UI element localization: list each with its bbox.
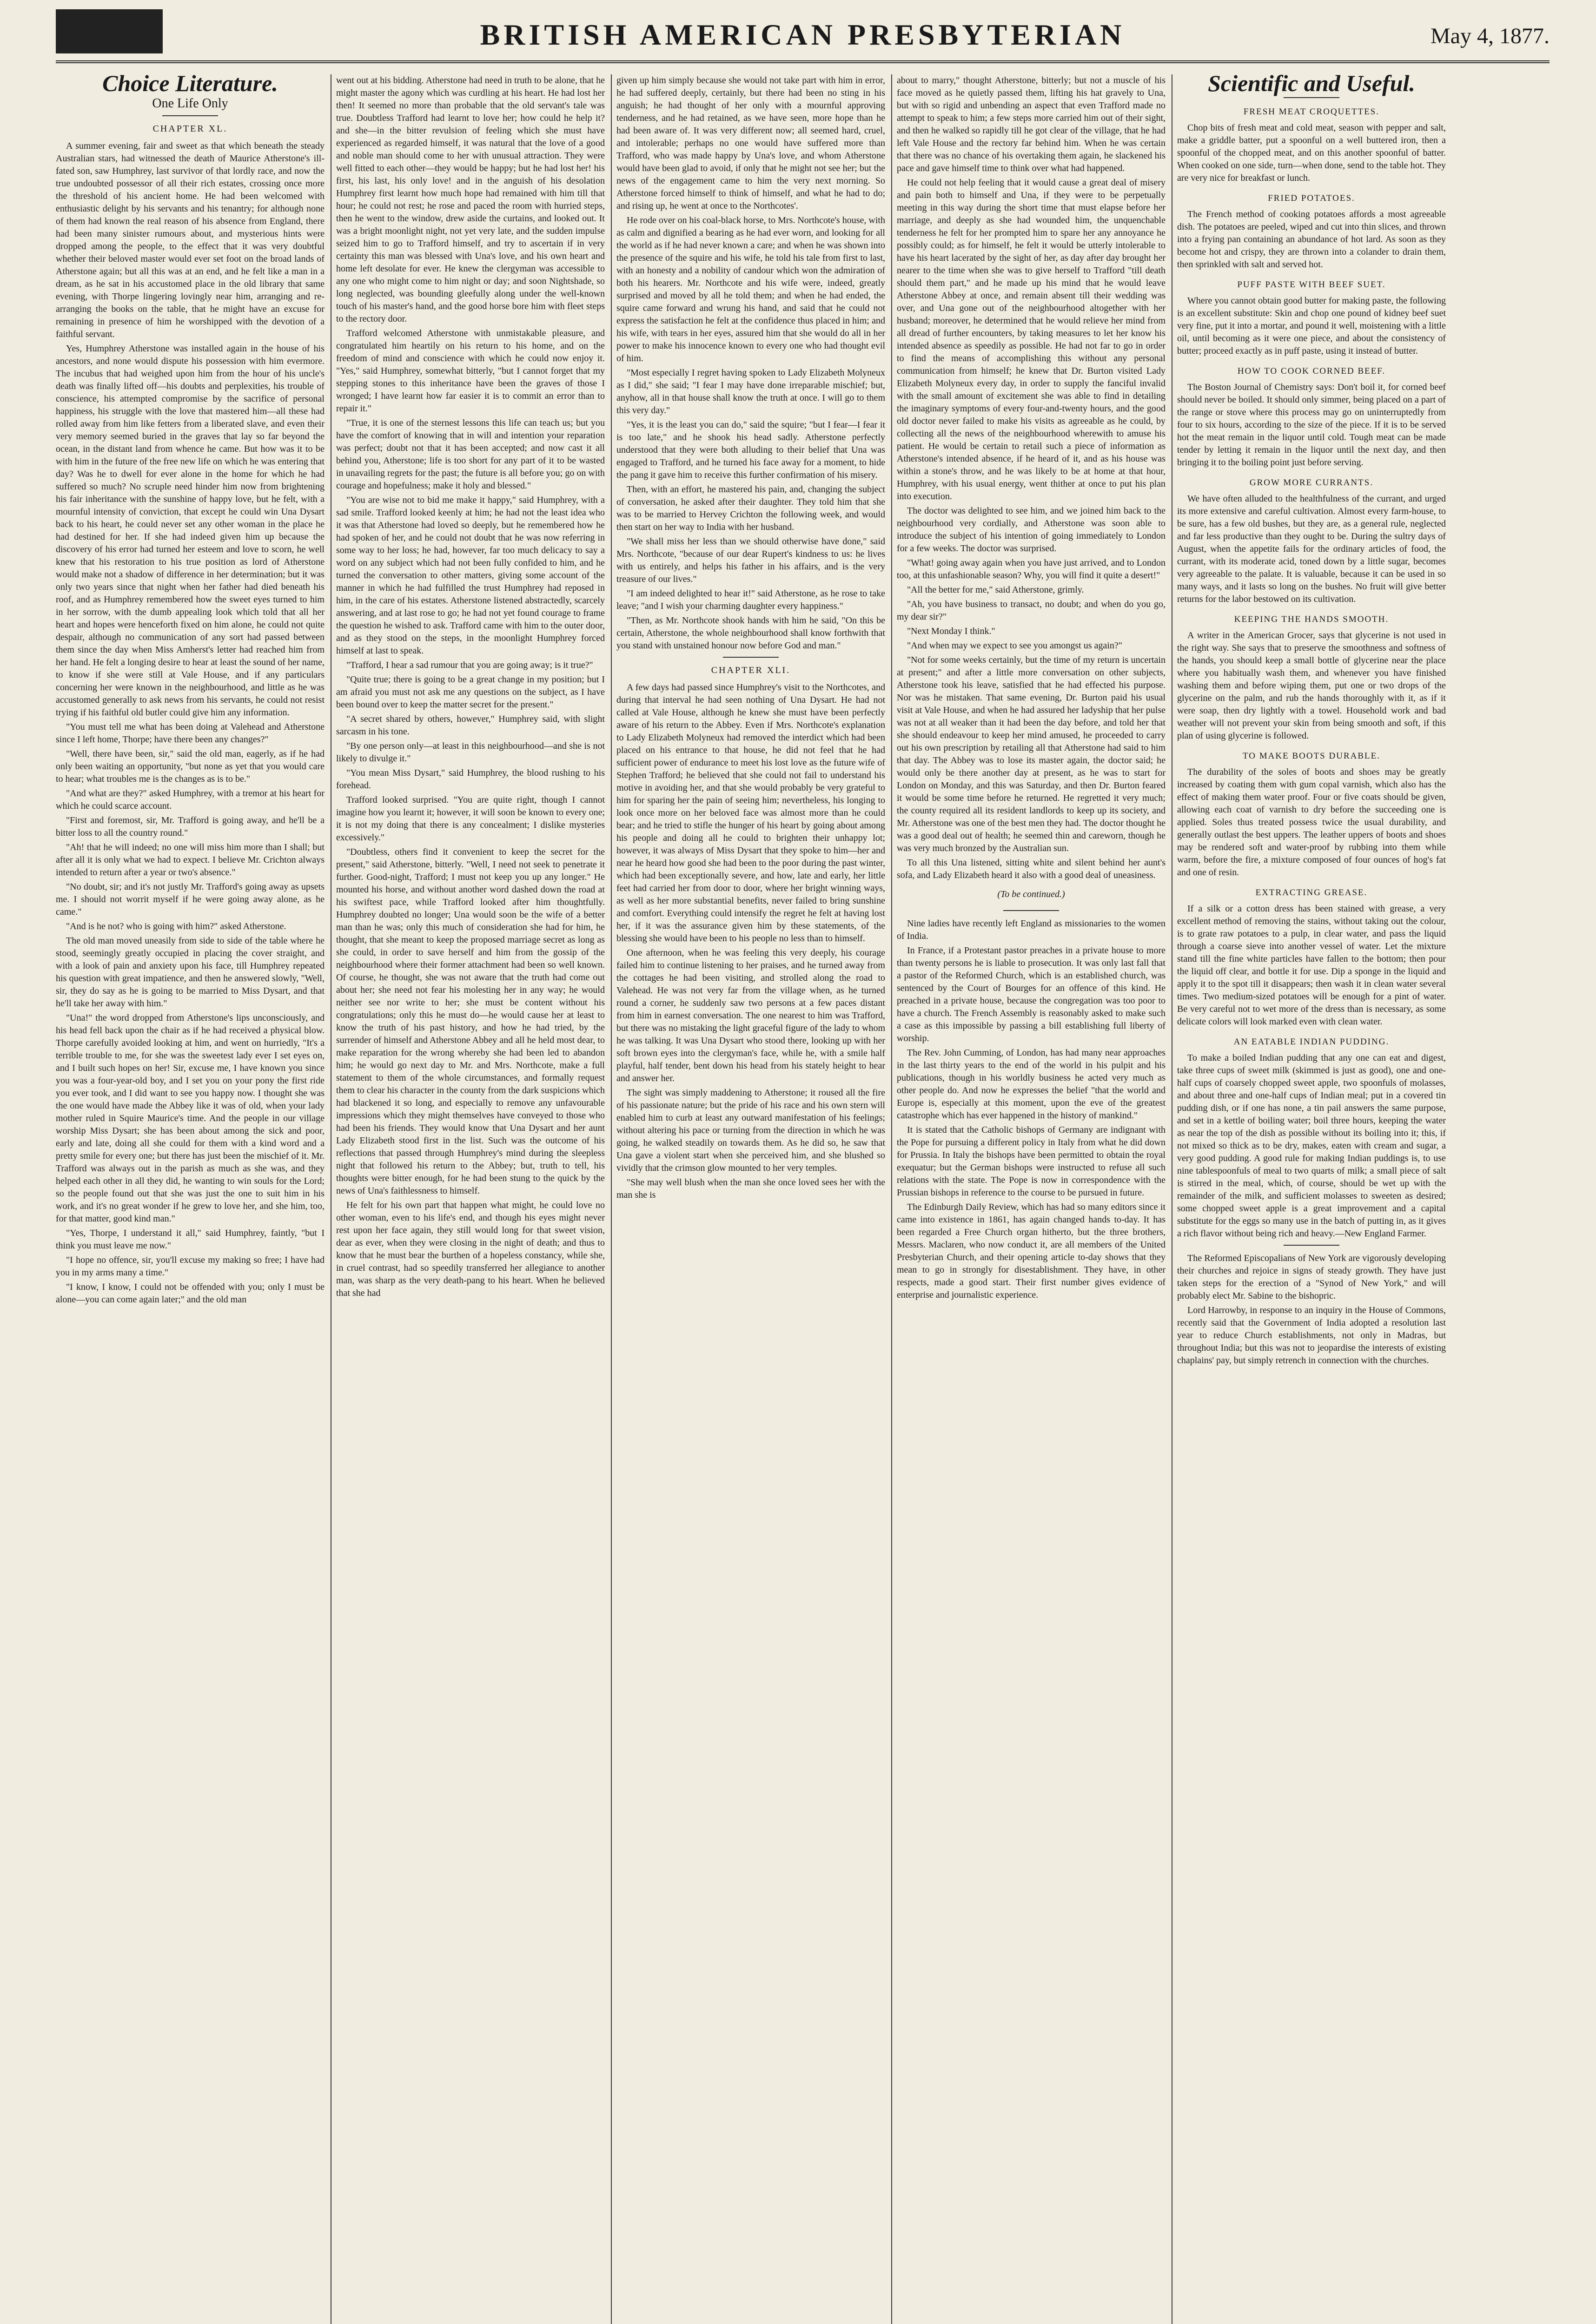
paragraph: "Doubtless, others find it convenient to keep the secret for the present," said Atherstone, bitterly. "Well, I need not seek to penetrate it further. Good-night, Trafford; I must not keep you up any longer." He mounted his horse, and without another word dashed down the road at his swiftest pace, while Trafford looked after him thoughtfully. Humphrey doubted no longer; Una would soon be the wife of a better man than he was; only this much of consideration she had for him, he thought, that she meant to keep the proposed marriage secret as long as she could, in order to save herself and him from the gossip of the neighbourhood where their former attachment had been so well known. Of course, he thought, she was not aware that the truth had come out about her; she need not fear his molesting her in any way; he would neither see nor write to her; she must be content without his congratulations; only this he must do—he would cause her at least to know the truth of his past history, and how he had tried, by the surrender of himself and Atherstone Abbey and all he held most dear, to make reparation for the wrong whereby she had been led to abandon him; he would go next day to Mr. and Mrs. Northcote, make a full statement to them of the whole circumstances, and formally request them to clear his character in the county from the dark suspicions which had blackened it so long, and especially to remove any unfavourable impressions which they might themselves have conveyed to those who had been his friends. They would know that Una Dysart and her aunt Lady Elizabeth stood first in the list. Such was the outcome of his reflections that passed through Humphrey's mind during the sleepless night that followed his return to the Abbey; but, truth to tell, his thoughts were bitter enough, for he had been stung to the quick by the news of Una's faithlessness to himself. <box>336 847 605 1196</box>
article-heading: FRIED POTATOES. <box>1268 193 1355 203</box>
news-item: In France, if a Protestant pastor preaches in a private house to more than twenty persons he is liable to prosecution. It was only last fall that a pastor of the Reformed Church, which is an established church, was sentenced by the Court of Bourges for an offence of this kind. He preached in a private house, because the congregation was too poor to have a church. The French Assembly is reasonably asked to make such a case as this impossible by passing a bill establishing full liberty of worship. <box>897 945 1166 1043</box>
article-text: A writer in the American Grocer, says that glycerine is not used in the right way. She says that to preserve the smoothness and softness of the hands, you should keep a small bottle of glycerine near the place where you habitually wash them, and whenever you have finished washing them and before wiping them, put one or two drops of the glycerine on the palm, and rub the hands thoroughly with it, as if it were soap, then dry lightly with a towel. Household work and bad weather will not prevent your skin from being smooth and soft, if this plan of using glycerine is followed. <box>1177 630 1446 741</box>
paragraph: "And what are they?" asked Humphrey, with a tremor at his heart for which he could scarce account. <box>56 788 324 811</box>
paragraph: The old man moved uneasily from side to side of the table where he stood, seemingly greatly occupied in placing the cover straight, and with a look of pain and anxiety upon his face, till Humphrey repeated his question with great impatience, and then he answered slowly, "Well, sir, they do say as he is going to be married to Miss Dysart, and that he'll take her away with him." <box>56 936 324 1009</box>
section-title-choice-literature: Choice Literature. <box>102 74 278 96</box>
paragraph: "What! going away again when you have just arrived, and to London too, at this unfashionable season? Why, you will find it quite a desert!" <box>897 558 1166 581</box>
column-rule <box>891 74 892 2324</box>
paragraph: went out at his bidding. Atherstone had need in truth to be alone, that he might master the agony which was curdling at his heart. He had lost her then! It seemed no more than probable that the old servant's tale was true. Doubtless Trafford had learnt to love her; how could he help it? and she—in the bitter revulsion of feeling which she must have experienced as regarded himself, it was natural that the love of a good and noble man should come to her with unusual attraction. They were well fitted to each other—they would be happy; but he had lost her! his first, his last, his only love! and in the anguish of his desolation Humphrey first learnt how much hope had remained with him till that hour; he could not rest; he rose and paced the room with hurried steps, then he went to the window, drew aside the curtains, and looked out. It was a bright moonlight night, not yet very late, and the sudden impulse seized him to go to Trafford himself, and try to ascertain if in very certainty this man was blessed with Una's love, and his own heart and home left desolate for ever. He knew the clergyman was accessible to any one who might come to him night or day; and soon Nightshade, so long neglected, was bounding gleefully along under the well-known touch of his master's hand, and the good horse bore him with fleet steps to the rectory door. <box>336 75 605 324</box>
paragraph: To all this Una listened, sitting white and silent behind her aunt's sofa, and Lady Elizabeth heard it also with a good deal of uneasiness. <box>897 858 1166 880</box>
paragraph: "I know, I know, I could not be offended with you; only I must be alone—you can come again later;" and the old man <box>56 1282 324 1305</box>
news-item: Lord Harrowby, in response to an inquiry in the House of Commons, recently said that the Government of India adopted a resolution last year to reduce Church establishments, not only in Madras, but throughout India; but this was not to jeopardise the interests of existing chaplains' pay, but simply retrench in connection with the churches. <box>1177 1305 1446 1366</box>
article-text: The French method of cooking potatoes affords a most agreeable dish. The potatoes are peeled, wiped and cut into thin slices, and thrown into a frying pan containing an abundance of hot lard. As soon as they become hot and crispy, they are thrown into a colander to drain them, then sprinkled with salt and served hot. <box>1177 209 1446 270</box>
column-rule <box>611 74 612 2324</box>
article-heading: KEEPING THE HANDS SMOOTH. <box>1234 614 1389 624</box>
paragraph: A summer evening, fair and sweet as that which beneath the steady Australian stars, had witnessed the death of Maurice Atherstone's ill-fated son, saw Humphrey, last survivor of that lordly race, and now the true undoubted possessor of all their rich estates, crossing once more the threshold of his ancient home. He had been welcomed with enthusiastic delight by his servants and his tenantry; for although none of them had known the real reason of his absence from England, there had been many sinister rumours about, and mysterious hints were dropped among the people, to the effect that it was very doubtful whether their beloved master would ever set foot on the broad lands of Atherstone again; but all this was at an end, and he felt like a man in a dream, as he sat in his accustomed place in the old library that same evening, with Thorpe lingering lovingly near him, arranging and re-arranging the books on the table, that he might have an excuse for remaining in presence of him he worshipped with the devotion of a faithful servant. <box>56 141 324 339</box>
paragraph: "And when may we expect to see you amongst us again?" <box>907 640 1122 651</box>
paragraph: "You must tell me what has been doing at Valehead and Atherstone since I left home, Thorpe; have there been any changes?" <box>56 722 324 745</box>
article-heading: AN EATABLE INDIAN PUDDING. <box>1233 1037 1390 1047</box>
article-heading: FRESH MEAT CROQUETTES. <box>1243 107 1380 117</box>
article-heading: TO MAKE BOOTS DURABLE. <box>1243 751 1380 761</box>
article-heading: EXTRACTING GREASE. <box>1255 888 1368 898</box>
paragraph: "Well, there have been, sir," said the old man, eagerly, as if he had only been waiting an opportunity, "but none as yet that you would care to hear; what troubles me is the changes as is to be." <box>56 749 324 784</box>
article-heading: GROW MORE CURRANTS. <box>1249 478 1374 488</box>
issue-date: May 4, 1877. <box>1430 24 1550 48</box>
column-2 <box>336 74 605 2324</box>
article-heading: HOW TO COOK CORNED BEEF. <box>1237 366 1386 376</box>
column-4 <box>897 74 1166 2324</box>
paragraph: "Una!" the word dropped from Atherstone's lips unconsciously, and his head fell back upon the chair as if he had received a physical blow. Thorpe carefully avoided looking at him, and went on hurriedly, "It's a terrible trouble to me, for she was the sweetest lady ever I set eyes on, and I built such hopes on her! Sir, excuse me, I have known you since you was a four-year-old boy, and I set you on your pony the first ride you ever took, and I did want to see you happy now. I thought she was the one would have made the Abbey like it was of old, when your lady mother ruled in Squire Maurice's time. And the people in our village worship Miss Dysart; she has been about among the sick and poor, early and late, doing all she could for them with a kind word and a pretty smile for every one; but there has just been the mischief of it. Mr. Trafford was always out in the parish as much as she was, and they helped each other in all they did, he wanting to win souls for the Lord; so the people found out that she was just the one to suit him in his work, and it's no great wonder if he grew to love her, and she him, too, for that matter, good kind man." <box>56 1013 324 1224</box>
divider <box>723 657 779 658</box>
news-item: It is stated that the Catholic bishops of Germany are indignant with the Pope for pursuing a different policy in Italy from what he did down for Prussia. In Italy the bishops have been permitted to obtain the royal exequatur; but the German bishops were instructed to refuse all such relations with the state. The Pope is now in correspondence with the Prussian bishops in reference to the course to be pursued in future. <box>897 1125 1166 1198</box>
paragraph: He felt for his own part that happen what might, he could love no other woman, even to his life's end, and though his eyes might never rest upon her face again, they still would long for that sweet vision, dear as ever, when they were closing in the night of death; and thus to know that he must bear the burthen of a hopeless constancy, while she, in cruel contrast, had so speedily transferred her allegiance to another man, was sharp as the very death-pang to his heart. When he believed that she had <box>336 1200 605 1298</box>
divider <box>1284 97 1339 98</box>
paragraph: "You mean Miss Dysart," said Humphrey, the blood rushing to his forehead. <box>336 768 605 791</box>
paragraph: "True, it is one of the sternest lessons this life can teach us; but you have the comfort of knowing that in will and intention your reparation was perfect; doubt not that it has been accepted; and now cast it all behind you, Atherstone; life is too short for any part of it to be wasted in unavailing regrets for the past; the future is all before you; go on with courage and hopefulness; make it holy and blessed." <box>336 418 605 491</box>
paragraph: about to marry," thought Atherstone, bitterly; but not a muscle of his face moved as he quietly passed them, lifting his hat gravely to Una, but with so rigid and unbending an aspect that even Trafford made no attempt to speak to him; a few steps more carried him out of their sight, and then he walked so rapidly till he got clear of the village, that he had left Vale House and the rectory far behind him. When he was certain that there was no chance of his overtaking them again, he slackened his pace and gave himself time to think over what had happened. <box>897 75 1166 173</box>
newspaper-title: BRITISH AMERICAN PRESBYTERIAN <box>480 18 1126 51</box>
paragraph: He could not help feeling that it would cause a great deal of misery and pain both to himself and Una, if they were to be perpetually meeting in this way during the short time that must elapse before her marriage, and deeply as she had wounded him, the unquenchable tenderness he felt for her prompted him to spare her any annoyance he possibly could; as for himself, he felt it would be utterly intolerable to have his heart lacerated by the sight of her, as day after day brought her nearer to the time when she was to give herself to Trafford "till death should them part," and he made up his mind that he would leave Atherstone Abbey at once, and remain absent till their wedding was over, and Una gone out of the neighbourhood altogether with her husband; moreover, he determined that he would relieve her mind from all dread of further encounters, by taking measures to let her know his intended absence as speedily as possible. He had not far to go in order to find the means of accomplishing this without any personal communication from himself; he knew that Dr. Burton visited Lady Elizabeth Molyneux every day, in order to supply the fanciful invalid with the small amount of excitement she was able to find in detailing the imaginary symptoms of every four-and-twenty hours, and the good old doctor never failed to make his visits as agreeable as he could, by collecting all the news of the neighbourhood wherewith to amuse his patient. He would be certain to retail such a piece of information as Atherstone's intended absence, if he heard of it, and as his house was within a stone's throw, and he was likely to be at home at that hour, Humphrey, with his usual energy, went thither at once to put his plan into execution. <box>897 178 1166 502</box>
masthead <box>56 9 1550 63</box>
paragraph: "All the better for me," said Atherstone, grimly. <box>907 585 1084 595</box>
article-text: The durability of the soles of boots and shoes may be greatly increased by coating them with gum copal varnish, which also has the effect of making them water proof. Four or five coats should be given, allowing each coat of varnish to dry before the succeeding one is applied. Soles thus treated possess twice the usual durability, and generally outlast the best uppers. The leather uppers of boots and shoes may be rendered soft and water-proof by rubbing into them while warm, before the fire, a mixture composed of four ounces of hog's fat and one of resin. <box>1177 767 1446 878</box>
news-item: The Reformed Episcopalians of New York are vigorously developing their churches and rejoice in signs of steady growth. They have just taken steps for the erection of a "Synod of New York," and will probably elect Mr. Sabine to the bishopric. <box>1177 1253 1446 1301</box>
paragraph: "Most especially I regret having spoken to Lady Elizabeth Molyneux as I did," she said; "I fear I may have done irreparable mischief; but, anyhow, all in that house shall know the truth at once. I will go to them this very day." <box>616 368 885 416</box>
paragraph: He rode over on his coal-black horse, to Mrs. Northcote's house, with as calm and dignified a bearing as he had ever worn, and looking for all the world as if he had never known a care; and when he was shown into the presence of the squire and his wife, he told his tale from first to last, with an honesty and a nobility of candour which won the admiration of both his hearers. Mr. Northcote and his wife were, indeed, greatly surprised and moved by all he told them; and when he had ended, the squire came forward and wrung his hand, and said that he could not express the satisfaction he felt at the confidence thus placed in him; and his wife, with tears in her eyes, assured him that she would do all in her power to make his innocence known to every one who had thought evil of him. <box>616 215 885 363</box>
paragraph: Then, with an effort, he mastered his pain, and, changing the subject of conversation, he asked after their daughter. They told him that she was to be married to Hervey Crichton the following week, and would then start on her way to India with her husband. <box>616 484 885 532</box>
divider <box>1284 1245 1339 1246</box>
paragraph: "Next Monday I think." <box>907 626 995 636</box>
column-1 <box>56 74 324 2324</box>
paragraph: "She may well blush when the man she once loved sees her with the man she is <box>616 1177 885 1200</box>
article-text: We have often alluded to the healthfulness of the currant, and urged its more extensive and careful cultivation. Almost every farm-house, to be sure, has a few old bushes, but they are, as a general rule, neglected and far less productive than they ought to be. During the sultry days of August, when the appetite fails for the ordinary articles of food, the currant, with its moderate acid, toned down by a little sugar, becomes very agreeable to the palate. It is valuable, because it can be used in so many ways, and it lasts so long on the bushes. No fruit will give better returns for the labor bestowed on its cultivation. <box>1177 494 1446 604</box>
paragraph: "Then, as Mr. Northcote shook hands with him he said, "On this be certain, Atherstone, the whole neighbourhood shall know forthwith that you stand with unstained honour now before God and man." <box>616 615 885 651</box>
news-item: The Edinburgh Daily Review, which has had so many editors since it came into existence in 1861, has again changed hands to-day. It has been regarded a Free Church organ hitherto, but the three brothers, Messrs. Maclaren, who now conduct it, are all members of the United Presbyterian Church, and their opening article to-day shows that they mean to go in strongly for disestablishment. They have, in other respects, made a good start. Their first number gives evidence of enterprise and journalistic experience. <box>897 1202 1166 1300</box>
paragraph: "No doubt, sir; and it's not justly Mr. Trafford's going away as upsets me. I should not worrit myself if he were going away alone, as he came." <box>56 882 324 917</box>
article-text: Chop bits of fresh meat and cold meat, season with pepper and salt, make a griddle batter, put a spoonful on a well buttered iron, then a spoonful of the chopped meat, and on this another spoonful of batter. When cooked on one side, turn—when done, send to the table hot. They are very nice for breakfast or lunch. <box>1177 123 1446 183</box>
paragraph: A few days had passed since Humphrey's visit to the Northcotes, and during that interval he had seen nothing of Una Dysart. He had not called at Vale House, although he knew she must have been perfectly aware of his return to the Abbey. Even if Mrs. Northcote's explanation to Lady Elizabeth Molyneux had removed the interdict which had been placed on his entrance to that house, he did not feel that he had sufficient power of endurance to meet his lost love as the future wife of Stephen Trafford; he believed that she could not fail to understand his motive in avoiding her, and that she would probably be very grateful to him for sparing her the pain of seeing him; nevertheless, his longing to look once more on her beloved face was almost more than he could bear; and he tried to stifle the hunger of his heart by going about among his people and doing all he could to brighten their unhappy lot; however, it was always of Miss Dysart that they spoke to him—her and near he heard how good she had been to the poor during the past winter, which had been exceptionally severe, and how, late and early, her little feet had carried her from door to door, where her bright winning ways, as well as her more substantial benefits, never failed to bring sunshine and comfort. Everything could intensify the regret he felt at having lost her, if it was the assurance given him by these statements, of the blessing she would have been to his people no less than to himself. <box>616 682 885 944</box>
column-3 <box>616 74 885 2324</box>
paragraph: The sight was simply maddening to Atherstone; it roused all the fire of his passionate nature; but the pride of his race and his own stern will enabled him to curb at least any outward manifestation of his feelings; without altering his pace or turning from the direction in which he was going, he walked steadily on towards them. As he did so, he saw that Una gave a violent start when she perceived him, and she blushed so vividly that the crimson glow mounted to her very temples. <box>616 1088 885 1173</box>
article-heading: PUFF PASTE WITH BEEF SUET. <box>1237 280 1386 290</box>
paragraph: given up him simply because she would not take part with him in error, he had suffered deeply, certainly, but there had been no sting in his anguish; he had thought of her only with a mournful approving tenderness, and he had retained, as we have seen, more hope than he had been aware of. It was very different now; all seemed hard, cruel, and intolerable; perhaps no one would have suffered more than Trafford, who was made happy by Una's love, and whom Atherstone would have been glad to avoid, if only that he might not see her; but the news of the engagement came to him the very next morning. So Atherstone forced himself to think of himself, and what he had to do; and rising up, he went at once to the Northcotes'. <box>616 75 885 211</box>
chapter-heading: CHAPTER XL. <box>152 124 228 134</box>
paragraph: "Ah! that he will indeed; no one will miss him more than I shall; but after all it is only what we had to expect. I believe Mr. Crichton always intended to return after a year or two's absence." <box>56 842 324 878</box>
paragraph: "Ah, you have business to transact, no doubt; and when do you go, my dear sir?" <box>897 599 1166 622</box>
paragraph: "Trafford, I hear a sad rumour that you are going away; is it true?" <box>346 660 593 670</box>
article-text: If a silk or a cotton dress has been stained with grease, a very excellent method of removing the stains, without taking out the colour, is to grate raw potatoes to a pulp, in clear water, and pass the liquid through a coarse sieve into another vessel of water. Let the mixture stand till the fine white particles have fallen to the bottom; then pour the liquid off clear, and bottle it for use. Dip a sponge in the liquid and apply it to the spot till it disappears; then wash it in clean water several times. Two medium-sized potatoes will be enough for a pint of water. Be very careful not to wet more of the dress than is necessary, as some delicate colors will look marked even with clean water. <box>1177 904 1446 1027</box>
section-title-scientific: Scientific and Useful. <box>1208 74 1415 96</box>
paragraph: "Quite true; there is going to be a great change in my position; but I am afraid you must not ask me any questions on the subject, as I have been bound over to keep the matter secret for the present." <box>336 674 605 710</box>
divider <box>162 115 218 116</box>
paragraph: "First and foremost, sir, Mr. Trafford is going away, and he'll be a bitter loss to all the country round." <box>56 815 324 838</box>
article-text: The Boston Journal of Chemistry says: Don't boil it, for corned beef should never be boiled. It should only simmer, being placed on a part of the range or stove where this process may go on uninterruptedly from four to six hours, according to the size of the piece. If it is to be served hot the meat remain in the liquor until cold. Tough meat can be made tender by letting it remain in the liquor until the next day, and then bringing it to the boiling point just before serving. <box>1177 382 1446 468</box>
news-item: The Rev. John Cumming, of London, has had many near approaches in the last thirty years to the end of the world in his pulpit and his publications, though in his worldly business he acted very much as other people do. And now he expresses the belief "that the world and Europe is, especially at this moment, upon the eve of the greatest catastrophe which has ever happened in the history of mankind." <box>897 1048 1166 1121</box>
paragraph: "Not for some weeks certainly, but the time of my return is uncertain at present;" and after a little more conversation on other subjects, Atherstone took his leave, satisfied that he had effected his purpose. Nor was he mistaken. That same evening, Dr. Burton paid his usual visit at Vale House, and when he had assured her ladyship that her pulse was not at all weaker than it had been the day before, and told her that she should endeavour to keep her mind amused, he proceeded to carry out his own prescription by retailing all that Atherstone had said to him that day. The Abbey was to lose its master again, the doctor said; he would only be there another day at present, as he was to start for London on Monday, and this was Saturday, and then Dr. Burton feared it would be some time before he returned. He regretted it very much; the county required all its resident landlords to keep up its society, and Mr. Atherstone was one of the best men they had. The doctor thought he was a good deal out of health; he seemed thin and careworn, though he was very much bronzed by the Australian sun. <box>897 655 1166 853</box>
story-title: One Life Only <box>152 96 228 111</box>
paragraph: "I am indeed delighted to hear it!" said Atherstone, as he rose to take leave; "and I wish your charming daughter every happiness." <box>616 588 885 611</box>
paragraph: "I hope no offence, sir, you'll excuse my making so free; I have had you in my arms many a time." <box>56 1255 324 1278</box>
paragraph: One afternoon, when he was feeling this very deeply, his courage failed him to continue listening to her praises, and he turned away from the cottages he had been visiting, and strolled along the road to Valehead. He was not very far from the village when, as he turned round a corner, he suddenly saw two persons at a few paces distant from him in earnest conversation. The one nearest to him was Trafford, but there was no mistaking the light graceful figure of the lady to whom he was talking. It was Una Dysart who stood there, looking up with her soft brown eyes into the clergyman's face, while he, with a smile half playful, half tender, bent down his head from his stately height to hear and answer her. <box>616 948 885 1083</box>
paragraph: "You are wise not to bid me make it happy," said Humphrey, with a sad smile. Trafford looked keenly at him; he had not the least idea who it was that Atherstone had loved so deeply, but he remembered how he had spoken of her, and he could not doubt that he was now referring in some way to her loss; he had, however, far too much delicacy to say a word on any subject which had not been fully confided to him, and he turned the conversation to other matters, giving some account of the manner in which he had fulfilled the trust Humphrey had reposed in him, in the care of his estates. Atherstone listened abstractedly, scarcely answering, and at last rose to go; he had not yet found courage to frame the question he wished to ask. Trafford came with him to the outer door, and as they stood on the steps, in the moonlight Humphrey forced himself at last to speak. <box>336 495 605 656</box>
divider <box>1003 910 1059 911</box>
to-be-continued: (To be continued.) <box>997 889 1065 899</box>
paragraph: Trafford looked surprised. "You are quite right, though I cannot imagine how you learnt it; however, it will soon be known to every one; it is not my doing that there is any concealment; I dislike mysteries excessively." <box>336 795 605 843</box>
article-text: To make a boiled Indian pudding that any one can eat and digest, take three cups of sweet milk (skimmed is just as good), one and one-half cups of coarsely chopped sweet apple, two spoonfuls of molasses, and about three and one-half cups of Indian meal; put in a covered tin pudding dish, or if one has none, a tin pail answers the same purpose, and set in a kettle of boiling water; boil three hours, keeping the water as near the top of the dish as possible without its boiling into it; this, if not mixed so thick as to be dry, makes, eaten with cream and sugar, a very good pudding. A good rule for making Indian puddings is, to use nine tablespoonfuls of meal to two quarts of milk; a small piece of salt is stirred in the meal, which, of course, should be wet up with the remainder of the milk, and sufficient molasses to sweeten as desired; some chopped sweet apple is a great improvement and a capital substitute for the eggs so many use in the batch of putting in, as it gives a rich flavor without being rich and heavy.—New England Farmer. <box>1177 1053 1446 1239</box>
paragraph: "A secret shared by others, however," Humphrey said, with slight sarcasm in his tone. <box>336 714 605 737</box>
paragraph: "By one person only—at least in this neighbourhood—and she is not likely to divulge it." <box>336 741 605 764</box>
column-5 <box>1177 74 1446 2324</box>
chapter-heading: CHAPTER XLI. <box>711 665 791 675</box>
paragraph: "And is he not? who is going with him?" asked Atherstone. <box>66 921 286 931</box>
paragraph: Yes, Humphrey Atherstone was installed again in the house of his ancestors, and none would dispute his possession with him evermore. The incubus that had weighed upon him from the hour of his uncle's death was finally lifted off—his doubts and perplexities, his trouble of conscience, his attempted compromise by the sacrifice of personal happiness, his struggle with the love that mastered him—all these had rolled away from him like fetters from a liberated slave, and even their very memory seemed buried in the graves that lay so far beyond the ocean, in the distant land from whence he came. But how was it to be with him in the future of the free new life on which he was entering that day? Was he to dwell for ever alone in the home for which he had suffered so much? No scruple need hinder him now from brightening his fair inheritance with the sunshine of happy love, but he felt, with a mournful intensity of conviction, that except he could win Una Dysart back to his heart, he could never set any other woman in the place he had destined for her. If she had indeed given him up because the discovery of his error had turned her esteem and love to scorn, he well knew that his restoration to his true position as lord of Atherstone would make not a shadow of difference in her determination; but it was only two years since that night when her father had died beneath his roof, and as Humphrey remembered how the sweet eyes turned to him in her sorrow, with the dumb appealing look which told that all her heart and hopes were henceforth fixed on him alone, he could not quite despair, although no communication of any sort had passed between them since the day when Miss Amherst's letter had reached him from her hand. He felt a longing desire to hear at least the sound of her name, to know if she were still at Vale House, and if any particulars concerning her were known in the neighbourhood, and little as he was accustomed generally to ask news from his servants, he could not resist trying if his faithful old butler could give him any information. <box>56 343 324 718</box>
paragraph: Trafford welcomed Atherstone with unmistakable pleasure, and congratulated him heartily on his return to his home, and on the freedom of mind and conscience with which he could now enjoy it. "Yes," said Humphrey, somewhat bitterly, "but I cannot forget that my stepping stones to this inheritance have been the graves of those I wronged; I have learnt how far easier it is to commit an error than to repair it." <box>336 328 605 414</box>
paragraph: The doctor was delighted to see him, and we joined him back to the neighbourhood very cordially, and Atherstone was soon able to introduce the subject of his intention of going immediately to London for a few weeks. The doctor was surprised. <box>897 506 1166 554</box>
paragraph: "Yes, Thorpe, I understand it all," said Humphrey, faintly, "but I think you must leave me now." <box>56 1228 324 1251</box>
paragraph: "We shall miss her less than we should otherwise have done," said Mrs. Northcote, "because of our dear Rupert's kindness to us: he lives with us entirely, and helps his father in his affairs, and is the very treasure of our lives." <box>616 536 885 584</box>
paragraph: "Yes, it is the least you can do," said the squire; "but I fear—I fear it is too late," and he shook his head sadly. Atherstone perfectly understood that they were both alluding to their belief that Una was engaged to Trafford, and he turned his face away for a moment, to hide the pang it gave him to receive this further confirmation of his misery. <box>616 420 885 480</box>
news-item: Nine ladies have recently left England as missionaries to the women of India. <box>897 918 1166 941</box>
article-text: Where you cannot obtain good butter for making paste, the following is an excellent substitute: Skin and chop one pound of kidney beef suet very fine, put it into a mortar, and pound it well, moistening with a little oil, until becoming as it were one piece, and about the consistency of butter; proceed exactly as in puff paste, using it instead of butter. <box>1177 296 1446 356</box>
